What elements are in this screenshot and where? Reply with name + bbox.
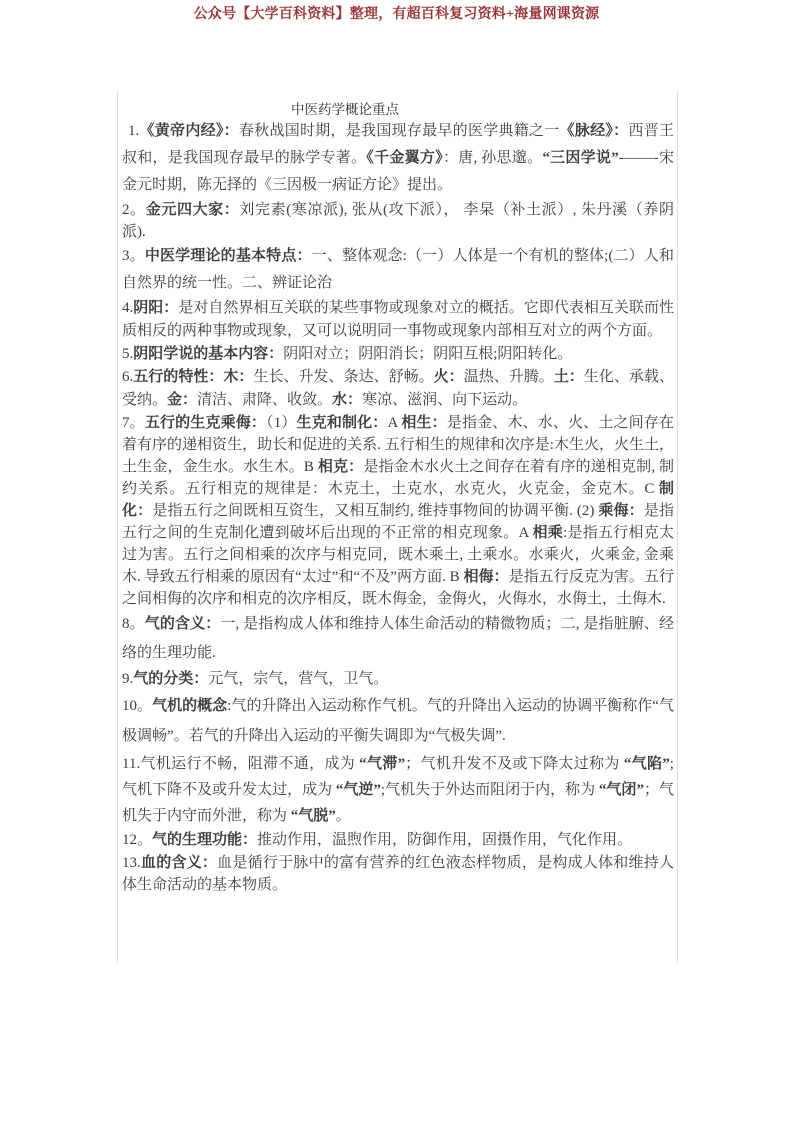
text-run: 血是循行于脉中的富有营养的红色液态样物质，是构成人体和维持人体生命活动的基本物质。: [122, 855, 674, 893]
text-run: 气的含义：: [144, 616, 221, 632]
text-run: 。: [335, 808, 351, 824]
text-run: -——-宋金元时期，陈无择的《三因极一病证方论》提出。: [122, 150, 674, 193]
text-run: 《千金翼方》: [366, 150, 443, 166]
text-run: “气滞”: [359, 756, 406, 772]
text-run: 生长、升发、条达、舒畅。: [253, 369, 434, 385]
promo-header: 公众号【大学百科资料】整理，有超百科复习资料+海量网课资源: [193, 7, 600, 22]
text-run: ;气机失于外达而阻闭于内，称为: [380, 782, 599, 798]
text-run: 7。: [122, 415, 145, 431]
text-run: ；气机升发不及或下降太过称为: [405, 756, 624, 772]
text-run: 6.: [122, 369, 134, 385]
text-run: 4.: [122, 300, 134, 316]
text-run: 5.: [122, 346, 134, 362]
paragraph: [122, 199, 674, 243]
text-run: 金：: [167, 392, 198, 408]
text-run: 相克：: [317, 459, 364, 475]
paragraph: [122, 751, 674, 829]
text-run: “气陷”: [623, 756, 670, 772]
text-run: “气闭”: [598, 782, 644, 798]
text-run: 是指五行之间的生克制化遭到破坏后出现的不正常的相克现象。A: [122, 503, 674, 541]
paragraph: [122, 343, 674, 366]
text-run: ：唐, 孙思邈。: [442, 150, 543, 166]
text-run: 气的生理功能：: [152, 832, 258, 848]
text-run: 金元四大家：: [145, 202, 240, 218]
text-run: 相生：: [401, 415, 447, 431]
text-run: 是指五行反克为害。五行之间相侮的次序和相克的次序相反，既木侮金，金侮火，火侮水，水侮土，土侮木.: [122, 569, 674, 607]
text-run: 生化、承载、受纳。: [122, 369, 674, 408]
text-run: 是指金、木、水、火、土之间存在着有序的递相资生，助长和促进的关系. 五行相生的规律和次序是:木生火，火生土，土生金，金生水。水生木。B: [122, 415, 674, 475]
text-run: :是指五行相克太过为害。五行之间相乘的次序与相克同，既木乘土, 土乘水。水乘火，火乘金, 金乘木. 导致五行相乘的原因有“太过”和“不及”两方面. B: [122, 525, 674, 585]
text-run: 阴阳：: [133, 300, 179, 316]
text-run: 11.气机运行不畅，阻滞不通，成为: [122, 756, 360, 772]
text-run: 《脉经》：: [559, 123, 629, 139]
text-run: 是对自然界相互关联的某些事物或现象对立的概括。它即代表相互关联而性质相反的两种事物或现象，又可以说明同一事物或现象内部相互对立的两个方面。: [122, 300, 674, 339]
paragraph: [122, 829, 674, 852]
paragraph: [122, 610, 674, 668]
document-page: [117, 91, 678, 963]
text-run: 13.: [122, 855, 141, 871]
document-title: 中医药学概论重点: [291, 102, 399, 117]
text-run: 寒凉、滋润、向下运动。: [362, 392, 528, 408]
text-run: 是指金木水火土之间存在着有序的递相克制, 制约关系。五行相克的规律是：木克土，土克水，水克火，火克金，金克木。C: [122, 459, 674, 497]
text-run: 气机的概念: [152, 698, 228, 714]
text-run: 木：: [223, 369, 254, 385]
text-run: 中医学理论的基本特点：: [144, 248, 312, 264]
text-run: 相侮：: [463, 569, 509, 585]
text-run: 阴阳学说的基本内容：: [133, 346, 284, 362]
text-run: 五行的生克乘侮：: [144, 415, 267, 431]
text-run: 五行的特性：: [133, 369, 224, 385]
text-run: 气的分类：: [133, 671, 209, 687]
text-run: 推动作用，温煦作用，防御作用，固摄作用，气化作用。: [257, 832, 633, 848]
text-run: （1）: [266, 415, 297, 431]
text-run: 阴阳对立；阴阳消长；阴阳互根;阴阳转化。: [283, 346, 573, 362]
text-run: 土：: [553, 369, 584, 385]
text-run: 元气，宗气，营气，卫气。: [208, 671, 389, 687]
text-run: 9.: [122, 671, 134, 687]
text-run: 一, 是指构成人体和维持人体生命活动的精微物质；二, 是指脏腑、经络的生理功能.: [122, 616, 674, 661]
text-run: 血的含义：: [140, 855, 218, 871]
paragraph: [122, 118, 674, 199]
text-run: 温热、升腾。: [463, 369, 554, 385]
text-run: 刘完素(寒凉派), 张从(攻下派）， 李杲（补土派）, 朱丹溪（养阴派).: [122, 202, 674, 240]
text-run: 制化：: [122, 481, 674, 519]
paragraph: [122, 412, 674, 610]
text-run: 西晋王叔和，是我国现存最早的脉学专著。: [122, 123, 674, 166]
text-run: 12。: [122, 832, 153, 848]
text-run: 水：: [332, 392, 363, 408]
text-run: “气脱”: [290, 808, 336, 824]
text-run: A: [387, 415, 402, 431]
paragraph: [122, 691, 674, 751]
text-run: 《黄帝内经》：: [139, 123, 239, 139]
text-run: 火：: [433, 369, 464, 385]
text-run: 生克和制化：: [296, 415, 388, 431]
paragraph: [122, 852, 674, 896]
text-run: ；气机失于内守而外泄，称为: [122, 782, 674, 824]
text-run: :气的升降出入运动称作气机。气的升降出入运动的协调平衡称作“气极调畅”。若气的升降出入运动的平衡失调即为“气极失调”.: [122, 698, 674, 744]
paragraph: [122, 243, 674, 297]
text-run: 2。: [122, 202, 146, 218]
document-body: [118, 118, 677, 896]
text-run: 3。: [122, 248, 145, 264]
text-run: “三因学说”: [542, 150, 619, 166]
text-run: 乘侮：: [598, 503, 644, 519]
text-run: ;气机下降不及或升发太过，成为: [122, 756, 674, 798]
paragraph: [122, 668, 674, 691]
text-run: “气逆”: [335, 782, 381, 798]
text-run: 一、整体观念:（一）人体是一个有机的整体;(二）人和自然界的统一性。二、辨证论治: [122, 248, 674, 291]
text-run: 1.: [128, 123, 140, 139]
text-run: 8。: [122, 616, 145, 632]
text-run: 清洁、肃降、收敛。: [197, 392, 333, 408]
text-run: 相乘: [532, 525, 564, 541]
paragraph: [122, 297, 674, 343]
text-run: 10。: [122, 698, 153, 714]
paragraph: [122, 366, 674, 412]
text-run: 春秋战国时期，是我国现存最早的医学典籍之一: [238, 123, 560, 139]
text-run: 是指五行之间既相互资生，又相互制约, 维持事物间的协调平衡. (2): [152, 503, 599, 519]
